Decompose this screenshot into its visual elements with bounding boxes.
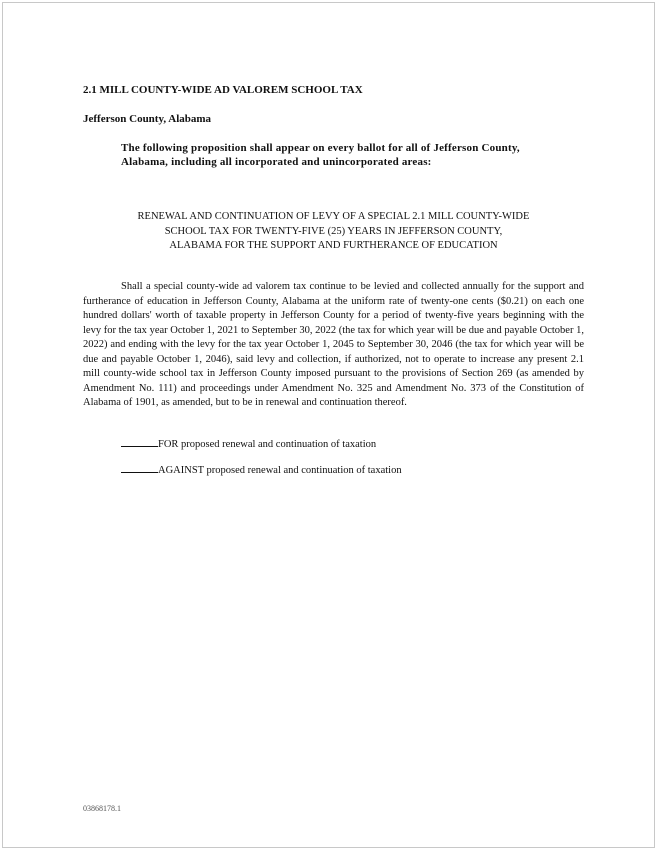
choice-for-label: FOR proposed renewal and continuation of taxation <box>158 439 377 450</box>
ballot-heading-line: SCHOOL TAX FOR TWENTY-FIVE (25) YEARS IN JEFFERSON COUNTY, <box>164 225 503 237</box>
document-title: 2.1 MILL COUNTY-WIDE AD VALOREM SCHOOL TAX <box>83 84 363 96</box>
county-name: Jefferson County, Alabama <box>83 113 212 125</box>
choice-against <box>121 462 402 476</box>
ballot-heading <box>83 210 584 254</box>
document-page <box>2 2 655 848</box>
ballot-question-text: Shall a special county-wide ad valorem tax continue to be levied and collected annually for the support and furtherance of education in Jefferson County, Alabama at the uniform rate of twenty-one cents ($0.21) on each one hundred dollars' worth of taxable property in Jefferson County for a period of twenty-five years beginning with the levy for the tax year October 1, 2021 to September 30, 2022 (the tax for which year will be due and payable October 1, 2022) and ending with the levy for the tax year October 1, 2045 to September 30, 2046 (the tax for which year will be due and payable October 1, 2046), said levy and collection, if authorized, not to operate to increase any present 2.1 mill county-wide school tax in Jefferson County imposed pursuant to the provisions of Section 269 (as amended by Amendment No. 111) and proceedings under Amendment No. 325 and Amendment No. 373 of the Constitution of Alabama of 1901, as amended, but to be in renewal and continuation thereof. <box>83 281 584 408</box>
document-id-footer: 03868178.1 <box>83 804 121 813</box>
ballot-heading-line: ALABAMA FOR THE SUPPORT AND FURTHERANCE OF EDUCATION <box>169 240 498 251</box>
choice-for-blank[interactable] <box>121 436 158 447</box>
proposition-intro: The following proposition shall appear on every ballot for all of Jefferson County, Alabama, including all incorporated and unincorporated areas: <box>121 142 520 168</box>
ballot-heading-line: RENEWAL AND CONTINUATION OF LEVY OF A SPECIAL 2.1 MILL COUNTY-WIDE <box>137 211 530 222</box>
choice-against-label: AGAINST proposed renewal and continuation of taxation <box>158 465 402 476</box>
choice-for <box>121 436 376 450</box>
choice-against-blank[interactable] <box>121 462 158 473</box>
